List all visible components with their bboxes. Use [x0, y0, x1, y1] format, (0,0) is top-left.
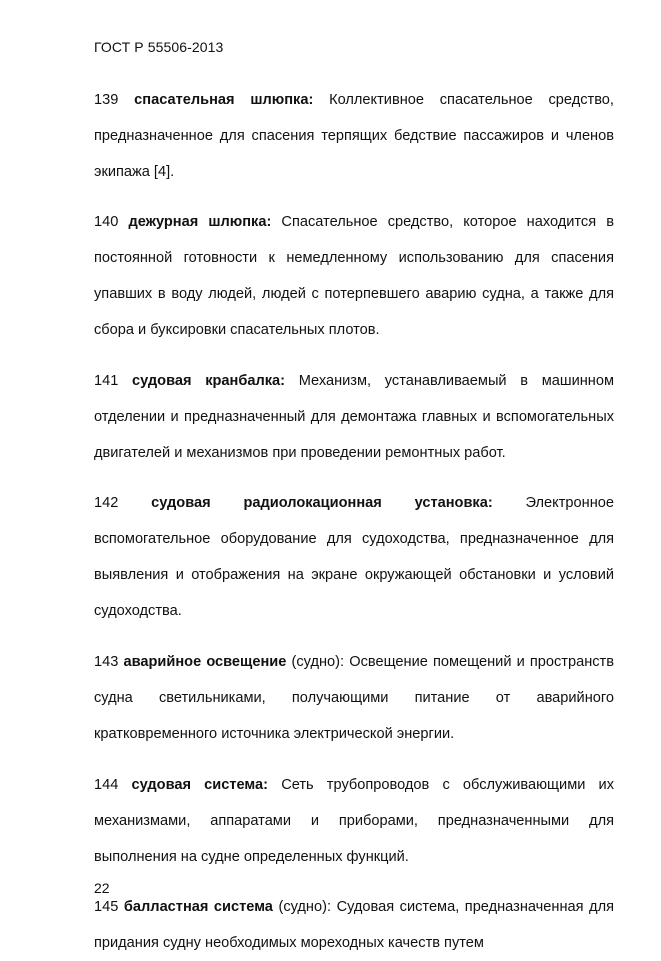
- term-entry-145: [94, 889, 614, 961]
- term-title: судовая кранбалка:: [132, 372, 286, 389]
- term-title: судовая система:: [131, 776, 269, 793]
- term-number: 141: [94, 372, 119, 389]
- term-definition: Судовая система, предназначенная для придания судну необходимых мореходных качеств путем: [94, 899, 614, 952]
- term-title: судовая радиолокационная установка:: [151, 495, 493, 512]
- term-number: 145: [94, 899, 119, 916]
- term-number: 144: [94, 776, 119, 793]
- term-definition: Спасательное средство, которое находится в постоянной готовности к немедленному использованию для спасения упавших в воду людей, людей с потерпевшего аварию судна, а также для сбора и буксировки спасательных плотов.: [94, 214, 614, 339]
- term-qualifier: (судно):: [278, 899, 332, 916]
- term-title: спасательная шлюпка:: [134, 91, 314, 108]
- term-number: 140: [94, 214, 119, 231]
- term-entry-144: [94, 767, 614, 875]
- term-entry-142: [94, 485, 614, 629]
- term-definition: Сеть трубопроводов с обслуживающими их механизмами, аппаратами и приборами, предназначенными для выполнения на судне определенных функций.: [94, 776, 614, 865]
- term-entry-141: [94, 363, 614, 471]
- term-definition: Механизм, устанавливаемый в машинном отделении и предназначенный для демонтажа главных и вспомогательных двигателей и механизмов при проведении ремонтных работ.: [94, 372, 614, 461]
- term-entry-143: [94, 644, 614, 752]
- term-number: 139: [94, 91, 119, 108]
- term-entry-140: [94, 204, 614, 348]
- term-title: дежурная шлюпка:: [128, 214, 272, 231]
- term-definition: Коллективное спасательное средство, предназначенное для спасения терпящих бедствие пассажиров и членов экипажа [4].: [94, 91, 614, 180]
- document-header: ГОСТ Р 55506-2013: [94, 39, 224, 55]
- term-number: 143: [94, 653, 119, 670]
- term-definition: Электронное вспомогательное оборудование для судоходства, предназначенное для выявления и отображения на экране окружающей обстановки и условий судоходства.: [94, 495, 614, 620]
- term-entry-139: [94, 82, 614, 190]
- term-qualifier: (судно):: [291, 653, 345, 670]
- page-number: 22: [94, 880, 110, 896]
- terms-list: [94, 67, 614, 961]
- term-definition: Освещение помещений и пространств судна светильниками, получающими питание от аварийного кратковременного источника электрической энергии.: [94, 653, 614, 742]
- term-title: балластная система: [123, 899, 273, 916]
- term-title: аварийное освещение: [123, 653, 287, 670]
- term-number: 142: [94, 495, 119, 512]
